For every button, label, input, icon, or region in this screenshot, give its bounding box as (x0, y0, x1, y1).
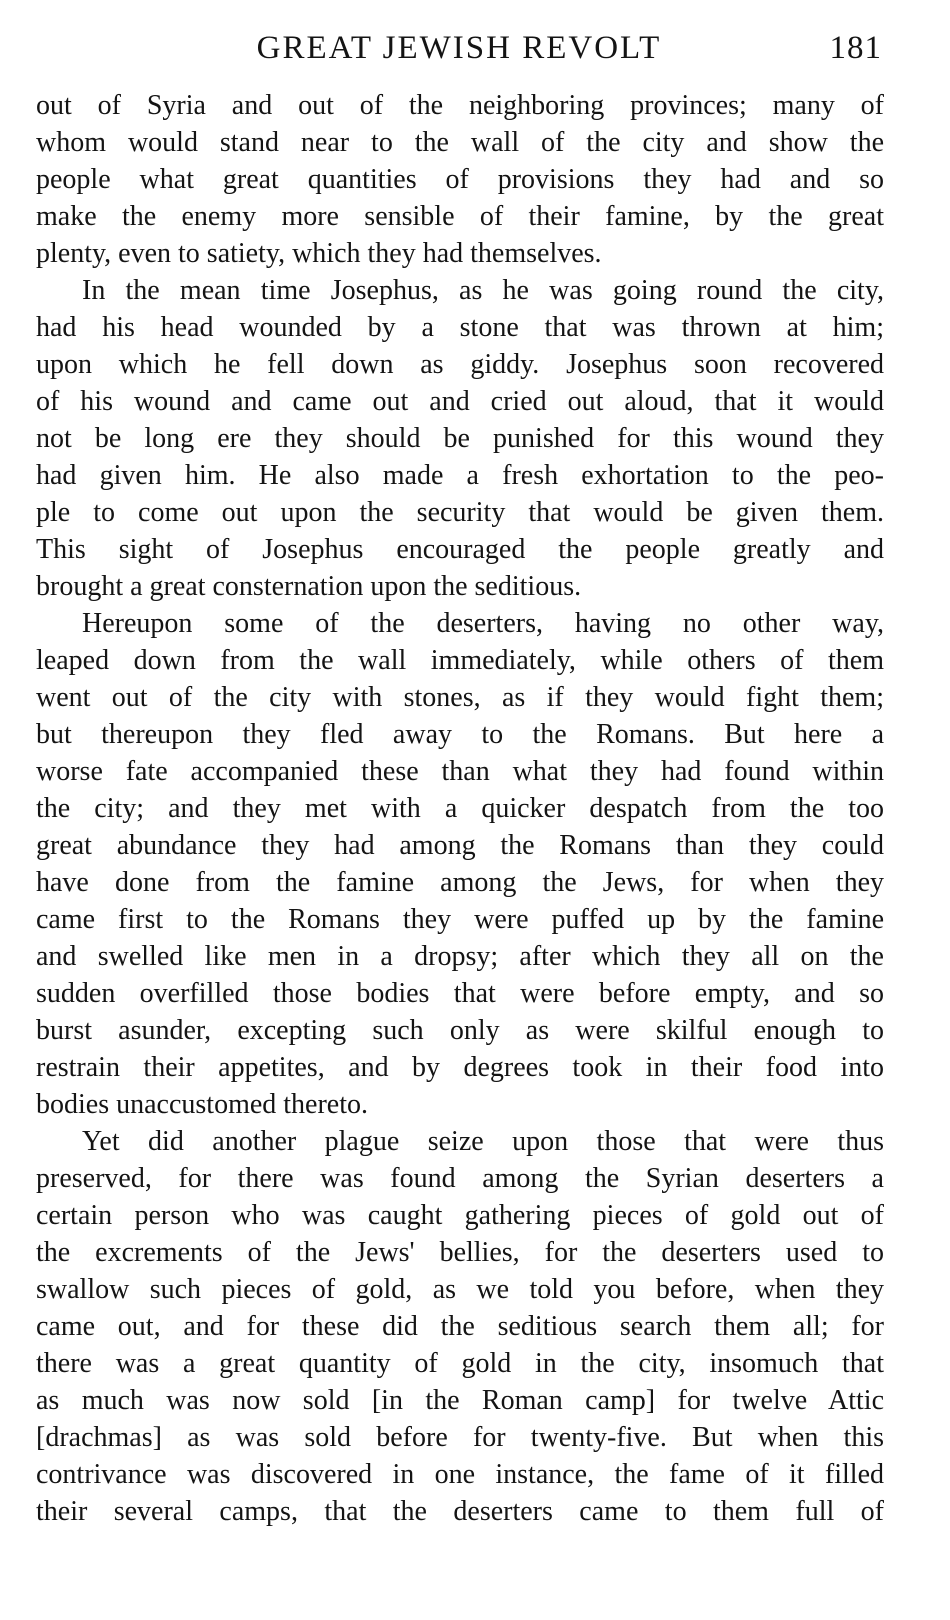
text-line: Yet did another plague seize upon those that were thus (82, 1126, 884, 1157)
text-line: restrain their appetites, and by degrees took in their food into (36, 1052, 884, 1083)
text-line: their several camps, that the deserters came to them full of (36, 1496, 884, 1527)
text-line: the city; and they met with a quicker despatch from the too (36, 793, 884, 824)
text-line: make the enemy more sensible of their famine, by the great (36, 201, 884, 232)
text-line: sudden overfilled those bodies that were before empty, and so (36, 978, 884, 1009)
text-line: the excrements of the Jews' bellies, for the deserters used to (36, 1237, 884, 1268)
text-line: upon which he fell down as giddy. Josephus soon recovered (36, 349, 884, 380)
text-line: In the mean time Josephus, as he was going round the city, (82, 275, 884, 306)
running-title: GREAT JEWISH REVOLT (256, 30, 662, 66)
text-line: out of Syria and out of the neighboring provinces; many of (36, 90, 884, 121)
text-line: leaped down from the wall immediately, while others of them (36, 645, 884, 676)
text-line: contrivance was discovered in one instance, the fame of it filled (36, 1459, 884, 1490)
text-line: have done from the famine among the Jews, for when they (36, 867, 884, 898)
text-line: came out, and for these did the seditious search them all; for (36, 1311, 884, 1342)
text-line: not be long ere they should be punished for this wound they (36, 423, 884, 454)
running-head (36, 24, 882, 72)
text-line: This sight of Josephus encouraged the people greatly and (36, 534, 884, 565)
text-line: of his wound and came out and cried out aloud, that it would (36, 386, 884, 417)
text-line: Hereupon some of the deserters, having no other way, (82, 608, 884, 639)
paragraph-4 (36, 1123, 884, 1530)
text-line: great abundance they had among the Romans than they could (36, 830, 884, 861)
text-line: bodies unaccustomed thereto. (36, 1089, 369, 1120)
text-line: swallow such pieces of gold, as we told you before, when they (36, 1274, 884, 1305)
text-line: and swelled like men in a dropsy; after which they all on the (36, 941, 884, 972)
text-line: worse fate accompanied these than what they had found within (36, 756, 884, 787)
text-line: ple to come out upon the security that would be given them. (36, 497, 884, 528)
text-line: burst asunder, excepting such only as were skilful enough to (36, 1015, 884, 1046)
text-line: as much was now sold [in the Roman camp] for twelve Attic (36, 1385, 884, 1416)
text-line: went out of the city with stones, as if they would fight them; (36, 682, 884, 713)
text-line: but thereupon they fled away to the Romans. But here a (36, 719, 884, 750)
paragraph-3 (36, 605, 884, 1123)
paragraph-1 (36, 87, 884, 272)
text-line: came first to the Romans they were puffed up by the famine (36, 904, 884, 935)
text-line: had his head wounded by a stone that was thrown at him; (36, 312, 884, 343)
text-line: certain person who was caught gathering pieces of gold out of (36, 1200, 884, 1231)
paragraph-2 (36, 272, 884, 605)
text-line: had given him. He also made a fresh exhortation to the peo- (36, 460, 884, 491)
text-line: preserved, for there was found among the Syrian deserters a (36, 1163, 884, 1194)
text-line: people what great quantities of provisions they had and so (36, 164, 884, 195)
text-line: plenty, even to satiety, which they had themselves. (36, 238, 602, 269)
text-line: brought a great consternation upon the seditious. (36, 571, 582, 602)
page-number: 181 (829, 30, 882, 66)
text-line: there was a great quantity of gold in the city, insomuch that (36, 1348, 884, 1379)
text-line: [drachmas] as was sold before for twenty-five. But when this (36, 1422, 884, 1453)
body-text (36, 87, 884, 1530)
text-line: whom would stand near to the wall of the city and show the (36, 127, 884, 158)
